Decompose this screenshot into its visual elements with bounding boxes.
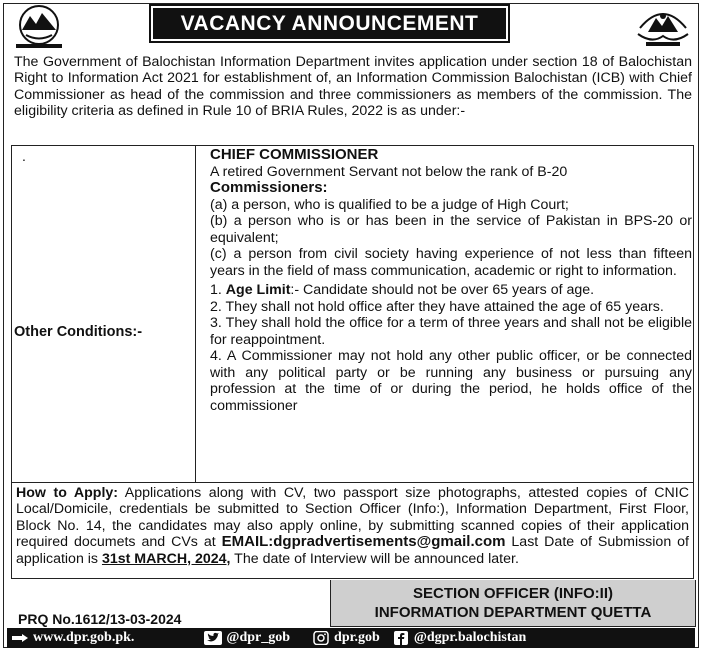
how-to-apply-label: How to Apply: (16, 485, 119, 501)
instagram-icon (312, 631, 330, 645)
chief-commissioner-text: A retired Government Servant not below the rank of B-20 (210, 163, 568, 180)
other-conditions-label: Other Conditions:- (14, 324, 143, 340)
condition-number: 1. (210, 282, 226, 298)
footer-twitter[interactable] (204, 630, 290, 646)
criteria-item: (c) a person from civil society having experience of not less than fifteen years in the field of mass communication, academic or right to information. (210, 246, 692, 279)
intro-paragraph: The Government of Balochistan Information Department invites application under section 18 of Balochistan Right to Information Act 2021 for establishment of, an Information Commission Balochistan (ICB) with Chief Commissioner as head of the commission and three commissioners as members of the commission. The eligibility criteria as defined in Rule 10 of BRIA Rules, 2022 is as under:- (14, 54, 692, 120)
criteria-right-column (202, 146, 692, 414)
age-limit-label: Age Limit (225, 282, 291, 298)
age-limit-text: :- Candidate should not be over 65 years of age. (290, 282, 595, 298)
prq-number: PRQ No.1612/13-03-2024 (18, 611, 182, 627)
balochistan-emblem-icon (632, 4, 694, 50)
instagram-handle: dpr.gob (334, 630, 380, 645)
footer-instagram[interactable] (312, 630, 380, 646)
condition-item: 2. They shall not hold office after they have attained the age of 65 years. (210, 298, 664, 315)
footer-website[interactable] (11, 630, 134, 646)
condition-item (210, 282, 692, 299)
commissioners-heading: Commissioners: (210, 179, 328, 196)
chief-commissioner-heading: CHIEF COMMISSIONER (210, 146, 379, 163)
twitter-icon (204, 631, 222, 645)
signature-line: INFORMATION DEPARTMENT QUETTA (374, 604, 652, 621)
criteria-table (11, 145, 694, 483)
email-link[interactable]: EMAIL:dgpradvertisements@gmail.com (221, 533, 506, 551)
pointing-hand-icon (11, 631, 29, 645)
twitter-handle: @dpr_gob (226, 630, 291, 645)
criteria-item: (a) a person, who is qualified to be a judge of High Court; (210, 196, 569, 213)
condition-item: 4. A Commissioner may not hold any other public officer, or be connected with any political party or be running any business or pursuing any profession at the time of or during the period, he holds office of the commissioner (210, 348, 692, 414)
footer-bar (7, 628, 695, 648)
footer-facebook[interactable] (392, 630, 527, 646)
website-text: www.dpr.gob.pk. (33, 630, 135, 645)
balochistan-emblem-icon (8, 4, 70, 50)
how-to-apply-text: Last Date of Submission of application is (16, 534, 689, 567)
bullet-dot: . (22, 148, 26, 164)
criteria-item: (b) a person who is or has been in the service of Pakistan in BPS-20 or equivalent; (210, 213, 692, 246)
last-date: 31st MARCH, 2024, (101, 550, 231, 567)
how-to-apply-text: The date of Interview will be announced later. (230, 550, 519, 567)
page-title: VACANCY ANNOUNCEMENT (153, 8, 506, 39)
facebook-handle: @dgpr.balochistan (413, 630, 527, 645)
how-to-apply-section (11, 483, 694, 579)
condition-item: 3. They shall hold the office for a term of three years and shall not be eligible for reappointment. (210, 315, 692, 348)
criteria-left-column (12, 146, 196, 482)
signature-line: SECTION OFFICER (INFO:II) (413, 585, 613, 602)
signature-block (330, 580, 696, 627)
how-to-apply-text: Applications along with CV, two passport size photographs, attested copies of CNIC Local/Domicile, credentials be submitted to Section Officer (Info:), Information Department, First Floor, Block No. 14, the candidates may also apply online, by submitting scanned copies of their application required documets and CVs at (16, 485, 689, 551)
facebook-icon (392, 631, 410, 645)
